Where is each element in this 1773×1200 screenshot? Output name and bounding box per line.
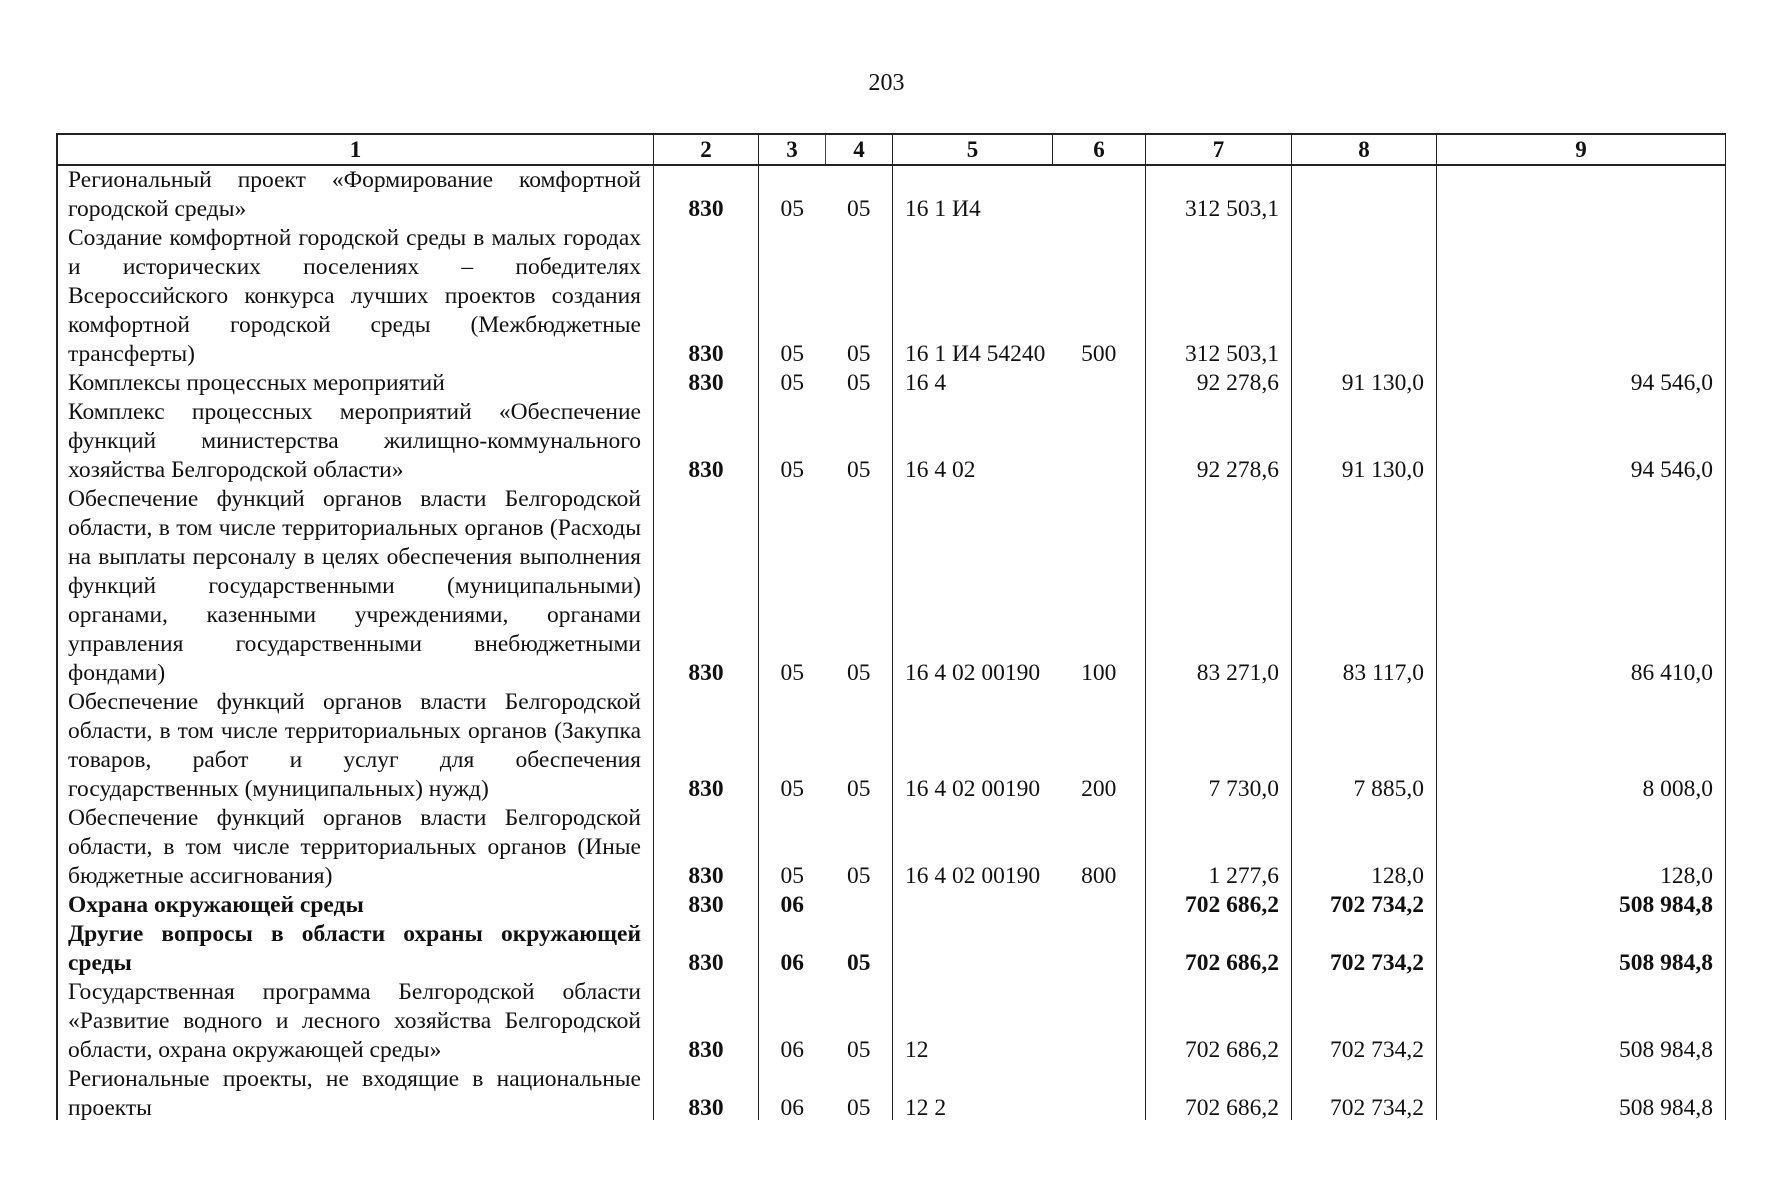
table-header-row xyxy=(58,134,1726,165)
chapter-code: 830 xyxy=(654,920,759,978)
budget-table-frame xyxy=(56,133,1726,1120)
budget-table xyxy=(57,133,1726,1120)
expense-type-code xyxy=(1053,891,1146,920)
row-description: Создание комфортной городской среды в малых городах и исторических поселениях – победителях Всероссийского конкурса лучших проектов создания комфортной городской среды (Межбюджетные трансферты) xyxy=(58,224,654,369)
amount-col-8: 128,0 xyxy=(1292,804,1437,891)
chapter-code: 830 xyxy=(654,891,759,920)
section-code: 05 xyxy=(759,485,826,688)
row-description: Региональные проекты, не входящие в национальные проекты xyxy=(58,1065,654,1120)
table-body xyxy=(58,165,1726,1120)
expense-type-code: 500 xyxy=(1053,224,1146,369)
chapter-code: 830 xyxy=(654,398,759,485)
section-code: 06 xyxy=(759,978,826,1065)
amount-col-8: 702 734,2 xyxy=(1292,891,1437,920)
amount-col-9: 508 984,8 xyxy=(1437,891,1726,920)
amount-col-9: 94 546,0 xyxy=(1437,369,1726,398)
table-row xyxy=(58,1065,1726,1120)
row-description: Обеспечение функций органов власти Белгородской области, в том числе территориальных органов (Расходы на выплаты персоналу в целях обеспечения выполнения функций государственными (муниципальными) органами, казенными учреждениями, органами управления государственными внебюджетными фондами) xyxy=(58,485,654,688)
expense-type-code xyxy=(1053,165,1146,224)
target-article-code: 16 4 02 00190 xyxy=(893,485,1053,688)
target-article-code: 16 4 02 xyxy=(893,398,1053,485)
subsection-code: 05 xyxy=(826,398,893,485)
column-header-9: 9 xyxy=(1437,134,1726,165)
expense-type-code xyxy=(1053,920,1146,978)
column-header-2: 2 xyxy=(654,134,759,165)
section-code: 05 xyxy=(759,398,826,485)
chapter-code: 830 xyxy=(654,804,759,891)
chapter-code: 830 xyxy=(654,165,759,224)
column-header-5: 5 xyxy=(893,134,1053,165)
table-row xyxy=(58,398,1726,485)
amount-col-9: 508 984,8 xyxy=(1437,978,1726,1065)
target-article-code: 16 1 И4 xyxy=(893,165,1053,224)
table-row xyxy=(58,688,1726,804)
target-article-code xyxy=(893,891,1053,920)
amount-col-8 xyxy=(1292,224,1437,369)
row-description: Обеспечение функций органов власти Белгородской области, в том числе территориальных органов (Иные бюджетные ассигнования) xyxy=(58,804,654,891)
section-code: 06 xyxy=(759,1065,826,1120)
table-row xyxy=(58,485,1726,688)
expense-type-code xyxy=(1053,398,1146,485)
amount-col-8: 91 130,0 xyxy=(1292,398,1437,485)
amount-col-9: 86 410,0 xyxy=(1437,485,1726,688)
amount-col-7: 92 278,6 xyxy=(1146,369,1292,398)
row-description: Обеспечение функций органов власти Белгородской области, в том числе территориальных органов (Закупка товаров, работ и услуг для обеспечения государственных (муниципальных) нужд) xyxy=(58,688,654,804)
target-article-code: 16 4 02 00190 xyxy=(893,804,1053,891)
expense-type-code: 200 xyxy=(1053,688,1146,804)
section-code: 05 xyxy=(759,688,826,804)
amount-col-7: 702 686,2 xyxy=(1146,891,1292,920)
amount-col-8: 83 117,0 xyxy=(1292,485,1437,688)
amount-col-7: 7 730,0 xyxy=(1146,688,1292,804)
table-row xyxy=(58,804,1726,891)
column-header-1: 1 xyxy=(58,134,654,165)
table-row xyxy=(58,978,1726,1065)
table-row xyxy=(58,369,1726,398)
amount-col-7: 1 277,6 xyxy=(1146,804,1292,891)
amount-col-7: 312 503,1 xyxy=(1146,224,1292,369)
expense-type-code: 100 xyxy=(1053,485,1146,688)
target-article-code: 12 2 xyxy=(893,1065,1053,1120)
amount-col-9 xyxy=(1437,224,1726,369)
subsection-code: 05 xyxy=(826,978,893,1065)
chapter-code: 830 xyxy=(654,369,759,398)
chapter-code: 830 xyxy=(654,1065,759,1120)
row-description: Комплекс процессных мероприятий «Обеспечение функций министерства жилищно-коммунального хозяйства Белгородской области» xyxy=(58,398,654,485)
row-description: Региональный проект «Формирование комфортной городской среды» xyxy=(58,165,654,224)
amount-col-9: 128,0 xyxy=(1437,804,1726,891)
amount-col-8: 702 734,2 xyxy=(1292,920,1437,978)
amount-col-9: 508 984,8 xyxy=(1437,1065,1726,1120)
subsection-code: 05 xyxy=(826,1065,893,1120)
row-description: Комплексы процессных мероприятий xyxy=(58,369,654,398)
table-row xyxy=(58,920,1726,978)
amount-col-9: 8 008,0 xyxy=(1437,688,1726,804)
amount-col-8: 702 734,2 xyxy=(1292,978,1437,1065)
column-header-4: 4 xyxy=(826,134,893,165)
subsection-code: 05 xyxy=(826,224,893,369)
amount-col-8: 702 734,2 xyxy=(1292,1065,1437,1120)
amount-col-8 xyxy=(1292,165,1437,224)
expense-type-code xyxy=(1053,1065,1146,1120)
row-description: Государственная программа Белгородской области «Развитие водного и лесного хозяйства Белгородской области, охрана окружающей среды» xyxy=(58,978,654,1065)
column-header-7: 7 xyxy=(1146,134,1292,165)
subsection-code: 05 xyxy=(826,485,893,688)
subsection-code: 05 xyxy=(826,920,893,978)
amount-col-7: 92 278,6 xyxy=(1146,398,1292,485)
subsection-code: 05 xyxy=(826,804,893,891)
section-code: 05 xyxy=(759,369,826,398)
column-header-6: 6 xyxy=(1053,134,1146,165)
expense-type-code: 800 xyxy=(1053,804,1146,891)
expense-type-code xyxy=(1053,369,1146,398)
column-header-8: 8 xyxy=(1292,134,1437,165)
subsection-code: 05 xyxy=(826,688,893,804)
row-description: Охрана окружающей среды xyxy=(58,891,654,920)
subsection-code: 05 xyxy=(826,369,893,398)
table-row xyxy=(58,891,1726,920)
chapter-code: 830 xyxy=(654,224,759,369)
table-row xyxy=(58,165,1726,224)
row-description: Другие вопросы в области охраны окружающей среды xyxy=(58,920,654,978)
section-code: 06 xyxy=(759,920,826,978)
amount-col-9: 508 984,8 xyxy=(1437,920,1726,978)
page-number: 203 xyxy=(868,70,905,96)
amount-col-8: 7 885,0 xyxy=(1292,688,1437,804)
subsection-code xyxy=(826,891,893,920)
amount-col-7: 83 271,0 xyxy=(1146,485,1292,688)
section-code: 06 xyxy=(759,891,826,920)
amount-col-8: 91 130,0 xyxy=(1292,369,1437,398)
amount-col-7: 702 686,2 xyxy=(1146,978,1292,1065)
target-article-code: 16 4 xyxy=(893,369,1053,398)
section-code: 05 xyxy=(759,165,826,224)
target-article-code: 16 4 02 00190 xyxy=(893,688,1053,804)
chapter-code: 830 xyxy=(654,688,759,804)
target-article-code xyxy=(893,920,1053,978)
amount-col-9: 94 546,0 xyxy=(1437,398,1726,485)
expense-type-code xyxy=(1053,978,1146,1065)
subsection-code: 05 xyxy=(826,165,893,224)
amount-col-7: 702 686,2 xyxy=(1146,920,1292,978)
table-row xyxy=(58,224,1726,369)
chapter-code: 830 xyxy=(654,485,759,688)
amount-col-7: 312 503,1 xyxy=(1146,165,1292,224)
column-header-3: 3 xyxy=(759,134,826,165)
target-article-code: 12 xyxy=(893,978,1053,1065)
section-code: 05 xyxy=(759,224,826,369)
amount-col-7: 702 686,2 xyxy=(1146,1065,1292,1120)
chapter-code: 830 xyxy=(654,978,759,1065)
amount-col-9 xyxy=(1437,165,1726,224)
target-article-code: 16 1 И4 54240 xyxy=(893,224,1053,369)
section-code: 05 xyxy=(759,804,826,891)
